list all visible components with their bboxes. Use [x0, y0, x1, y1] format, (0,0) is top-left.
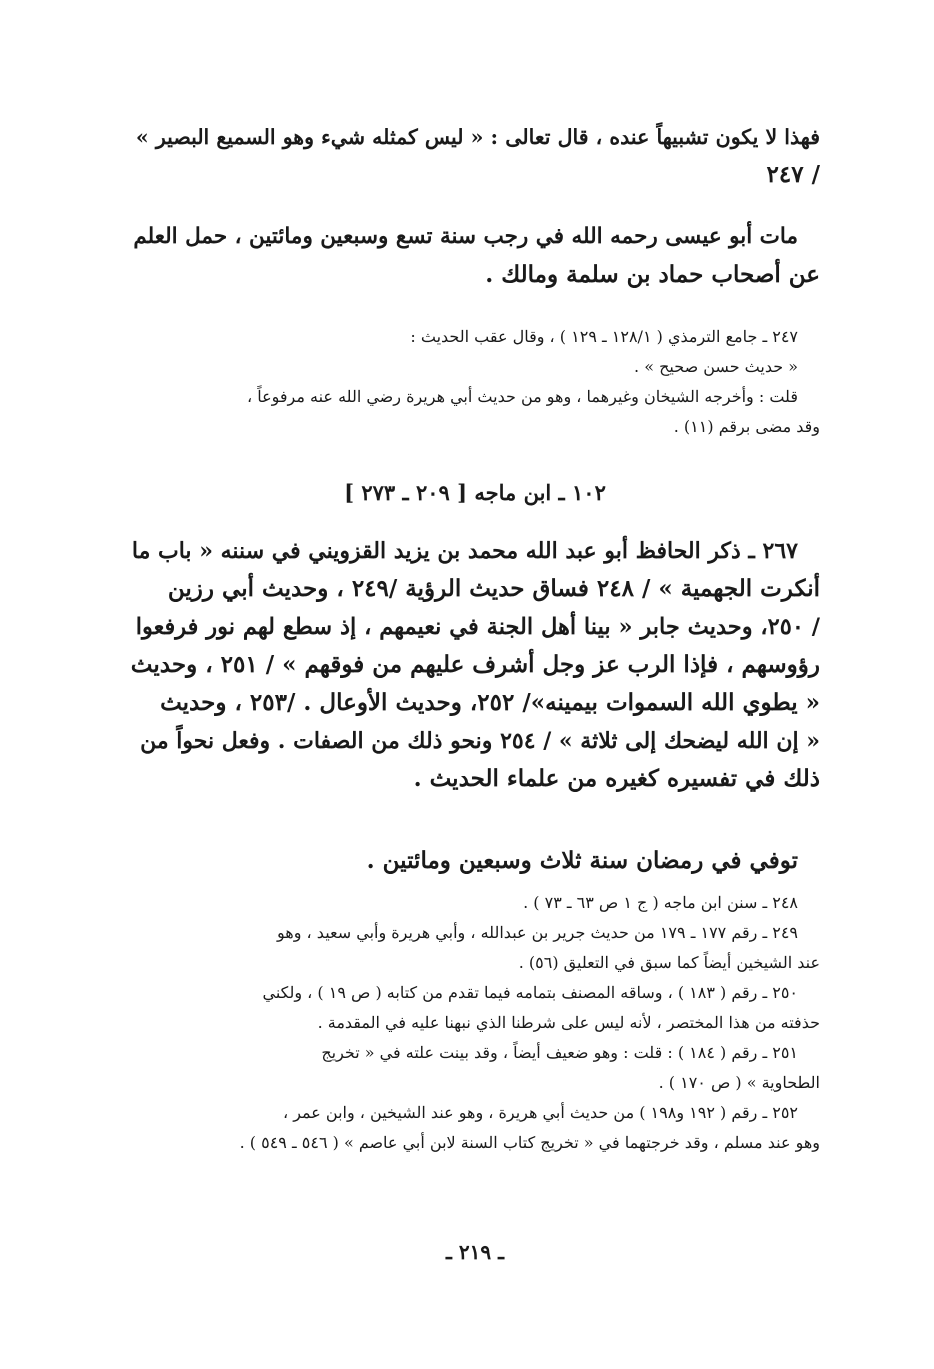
footnote-252-cont: وهو عند مسلم ، وقد خرجتهما في « تخريج كتاب السنة لابن أبي عاصم » ( ٥٤٦ ـ ٥٤٩ ) . [239, 1133, 820, 1152]
text-line: مات أبو عيسى رحمه الله في رجب سنة تسع وسبعين ومائتين ، حمل العلم [133, 224, 798, 249]
footnote-247 [130, 322, 820, 442]
text-line: ٢٦٧ ـ ذكر الحافظ أبو عبد الله محمد بن يزيد القزويني في سننه « باب ما [131, 538, 798, 564]
text-line: « إن الله ليضحك إلى ثلاثة » / ٢٥٤ ونحو ذلك من الصفات . وفعل نحواً من [140, 728, 820, 754]
text-line: ذلك في تفسيره كغيره من علماء الحديث . [413, 765, 820, 792]
section-heading: ١٠٢ ـ ابن ماجه [ ٢٠٩ ـ ٢٧٣ ] [344, 480, 606, 505]
text-line: / ٢٤٧ [766, 161, 820, 188]
footnote-251: ٢٥١ ـ رقم ( ١٨٤ ) : قلت : وهو ضعيف أيضاً ، وقد بينت علته في « تخريج [321, 1043, 798, 1062]
footnotes-248-252 [130, 888, 820, 1158]
text-line: عن أصحاب حماد بن سلمة ومالك . [485, 261, 820, 288]
footnote-250-cont: حذفته من هذا المختصر ، لأنه ليس على شرطنا الذي نبهنا عليه في المقدمة . [317, 1013, 820, 1032]
footnote-249: ٢٤٩ ـ رقم ١٧٧ ـ ١٧٩ من حديث جرير بن عبدالله ، وأبي هريرة وأبي سعيد ، وهو [277, 923, 798, 942]
text-line: ٢٤٧ ـ جامع الترمذي ( ١٢٨/١ ـ ١٢٩ ) ، وقال عقب الحديث : [410, 327, 798, 346]
page-number: ـ ٢١٩ ـ [446, 1240, 504, 1264]
footnote-250: ٢٥٠ ـ رقم ( ١٨٣ ) ، وساقه المصنف بتمامه فيما تقدم من كتابه ( ص ١٩ ) ، ولكني [262, 983, 798, 1002]
footnote-251-cont: الطحاوية » ( ص ١٧٠ ) . [658, 1073, 820, 1092]
ibn-majah-death-line [130, 842, 820, 880]
footnote-249-cont: عند الشيخين أيضاً كما سبق في التعليق (٥٦) . [518, 953, 820, 972]
text-line: أنكرت الجهمية » / ٢٤٨ فساق حديث الرؤية /٢٤٩ ، وحديث أبي رزين [167, 575, 820, 602]
text-line: قلت : وأخرجه الشيخان وغيرهما ، وهو من حديث أبي هريرة رضي الله عنه مرفوعاً ، [246, 387, 798, 406]
text-line: « يطوي الله السموات بيمينه»/ ٢٥٢، وحديث الأوعال . /٢٥٣ ، وحديث [160, 689, 820, 716]
tirmidhi-death-paragraph [130, 218, 820, 294]
intro-paragraph [130, 118, 820, 194]
text-line: فهذا لا يكون تشبيهاً عنده ، قال تعالى : « ليس كمثله شيء وهو السميع البصير » [135, 125, 820, 149]
text-line: « حديث حسن صحيح » . [634, 357, 798, 376]
footnote-252: ٢٥٢ ـ رقم ( ١٩٢ و١٩٨ ) من حديث أبي هريرة ، وهو عند الشيخين ، وابن عمر ، [282, 1103, 798, 1122]
footnote-248: ٢٤٨ ـ سنن ابن ماجه ( ج ١ ص ٦٣ ـ ٧٣ ) . [523, 893, 798, 912]
text-line: توفي في رمضان سنة ثلاث وسبعين ومائتين . [366, 847, 798, 874]
text-line: رؤوسهم ، فإذا الرب عز وجل أشرف عليهم من فوقهم » / ٢٥١ ، وحديث [130, 651, 820, 678]
ibn-majah-paragraph [130, 532, 820, 798]
text-line: وقد مضى برقم (١١) . [673, 417, 820, 436]
text-line: / ٢٥٠، وحديث جابر « بينا أهل الجنة في نعيمهم ، إذ سطع لهم نور فرفعوا [135, 614, 820, 640]
